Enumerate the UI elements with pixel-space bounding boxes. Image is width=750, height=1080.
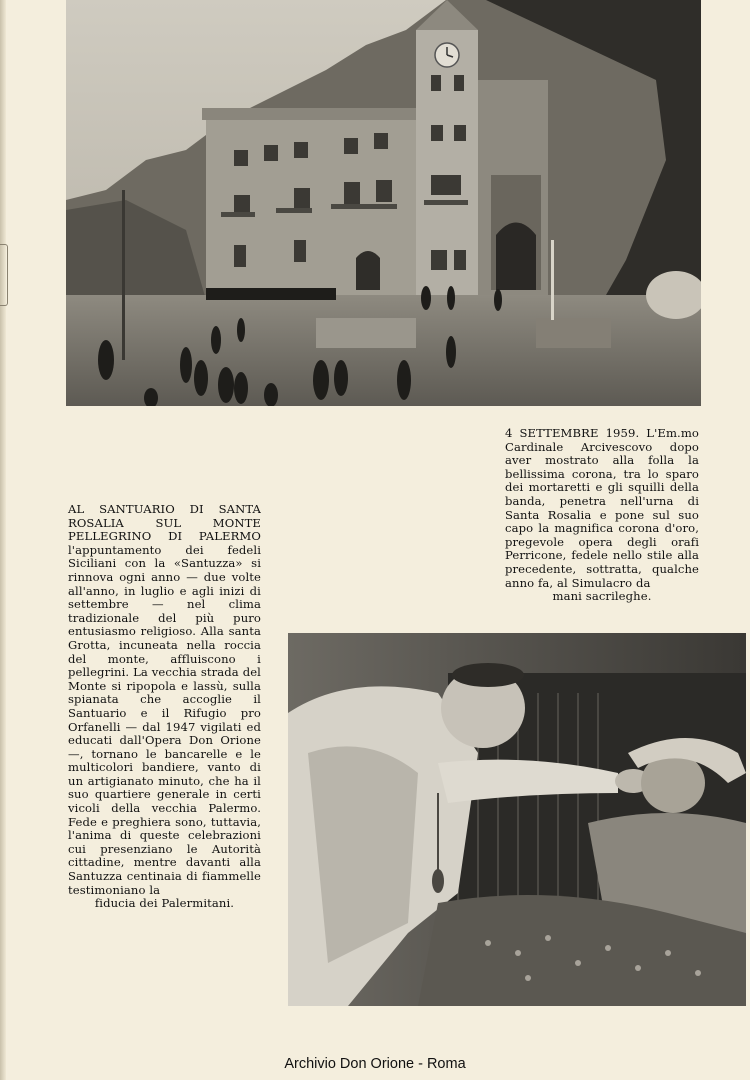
article-end: fiducia dei Palermitani. (94, 896, 235, 911)
caption-right (505, 427, 699, 604)
sanctuary-photo (66, 0, 701, 406)
article-lead: AL SANTUARIO DI SANTA ROSALIA SUL MONTE PELLEGRINO DI PALERMO (68, 502, 261, 544)
article-body: l'appuntamento dei fedeli Siciliani con la «Santuzza» si rinnova ogni anno — due volte all'anno, in luglio e agli inizi di settembre — nel clima tradizionale del più puro entusiasmo religioso. Alla santa Grotta, incuneata nella roccia del monte, affluiscono i pellegrini. La vecchia strada del Monte si ripopola e lassù, sulla spianata che accoglie il Santuario e il Rifugio pro Orfanelli — dal 1947 vigilati ed educati dall'Opera Don Orione —, tornano le bancarelle e le multicolori bandiere, vanto di un artigianato minuto, che ha il suo quartiere generale in certi vicoli della vecchia Palermo. Fede e preghiera sono, tuttavia, l'anima di queste celebrazioni cui presenziano le Autorità cittadine, mentre davanti alla Santuzza centinaia di fiammelle testimoniano la (68, 542, 261, 897)
staple-mark (0, 244, 8, 306)
coronation-photo (288, 633, 746, 1006)
binding-edge (0, 0, 6, 1080)
sanctuary-photo-drawing (66, 0, 701, 406)
archive-footer: Archivio Don Orione - Roma (284, 1056, 466, 1072)
coronation-photo-drawing (288, 633, 746, 1006)
caption-right-end: mani sacrileghe. (552, 589, 652, 604)
article-left (68, 503, 261, 911)
caption-right-text: 4 SETTEMBRE 1959. L'Em.mo Cardinale Arcivescovo dopo aver mostrato alla folla la bellissima corona, tra lo sparo dei mortaretti e gli squilli della banda, penetra nell'urna di Santa Rosalia e pone sul suo capo la magnifica corona d'oro, pregevole opera degli orafi Perricone, fedele nello stile alla precedente, sottratta, qualche anno fa, al Simulacro da (505, 426, 699, 590)
